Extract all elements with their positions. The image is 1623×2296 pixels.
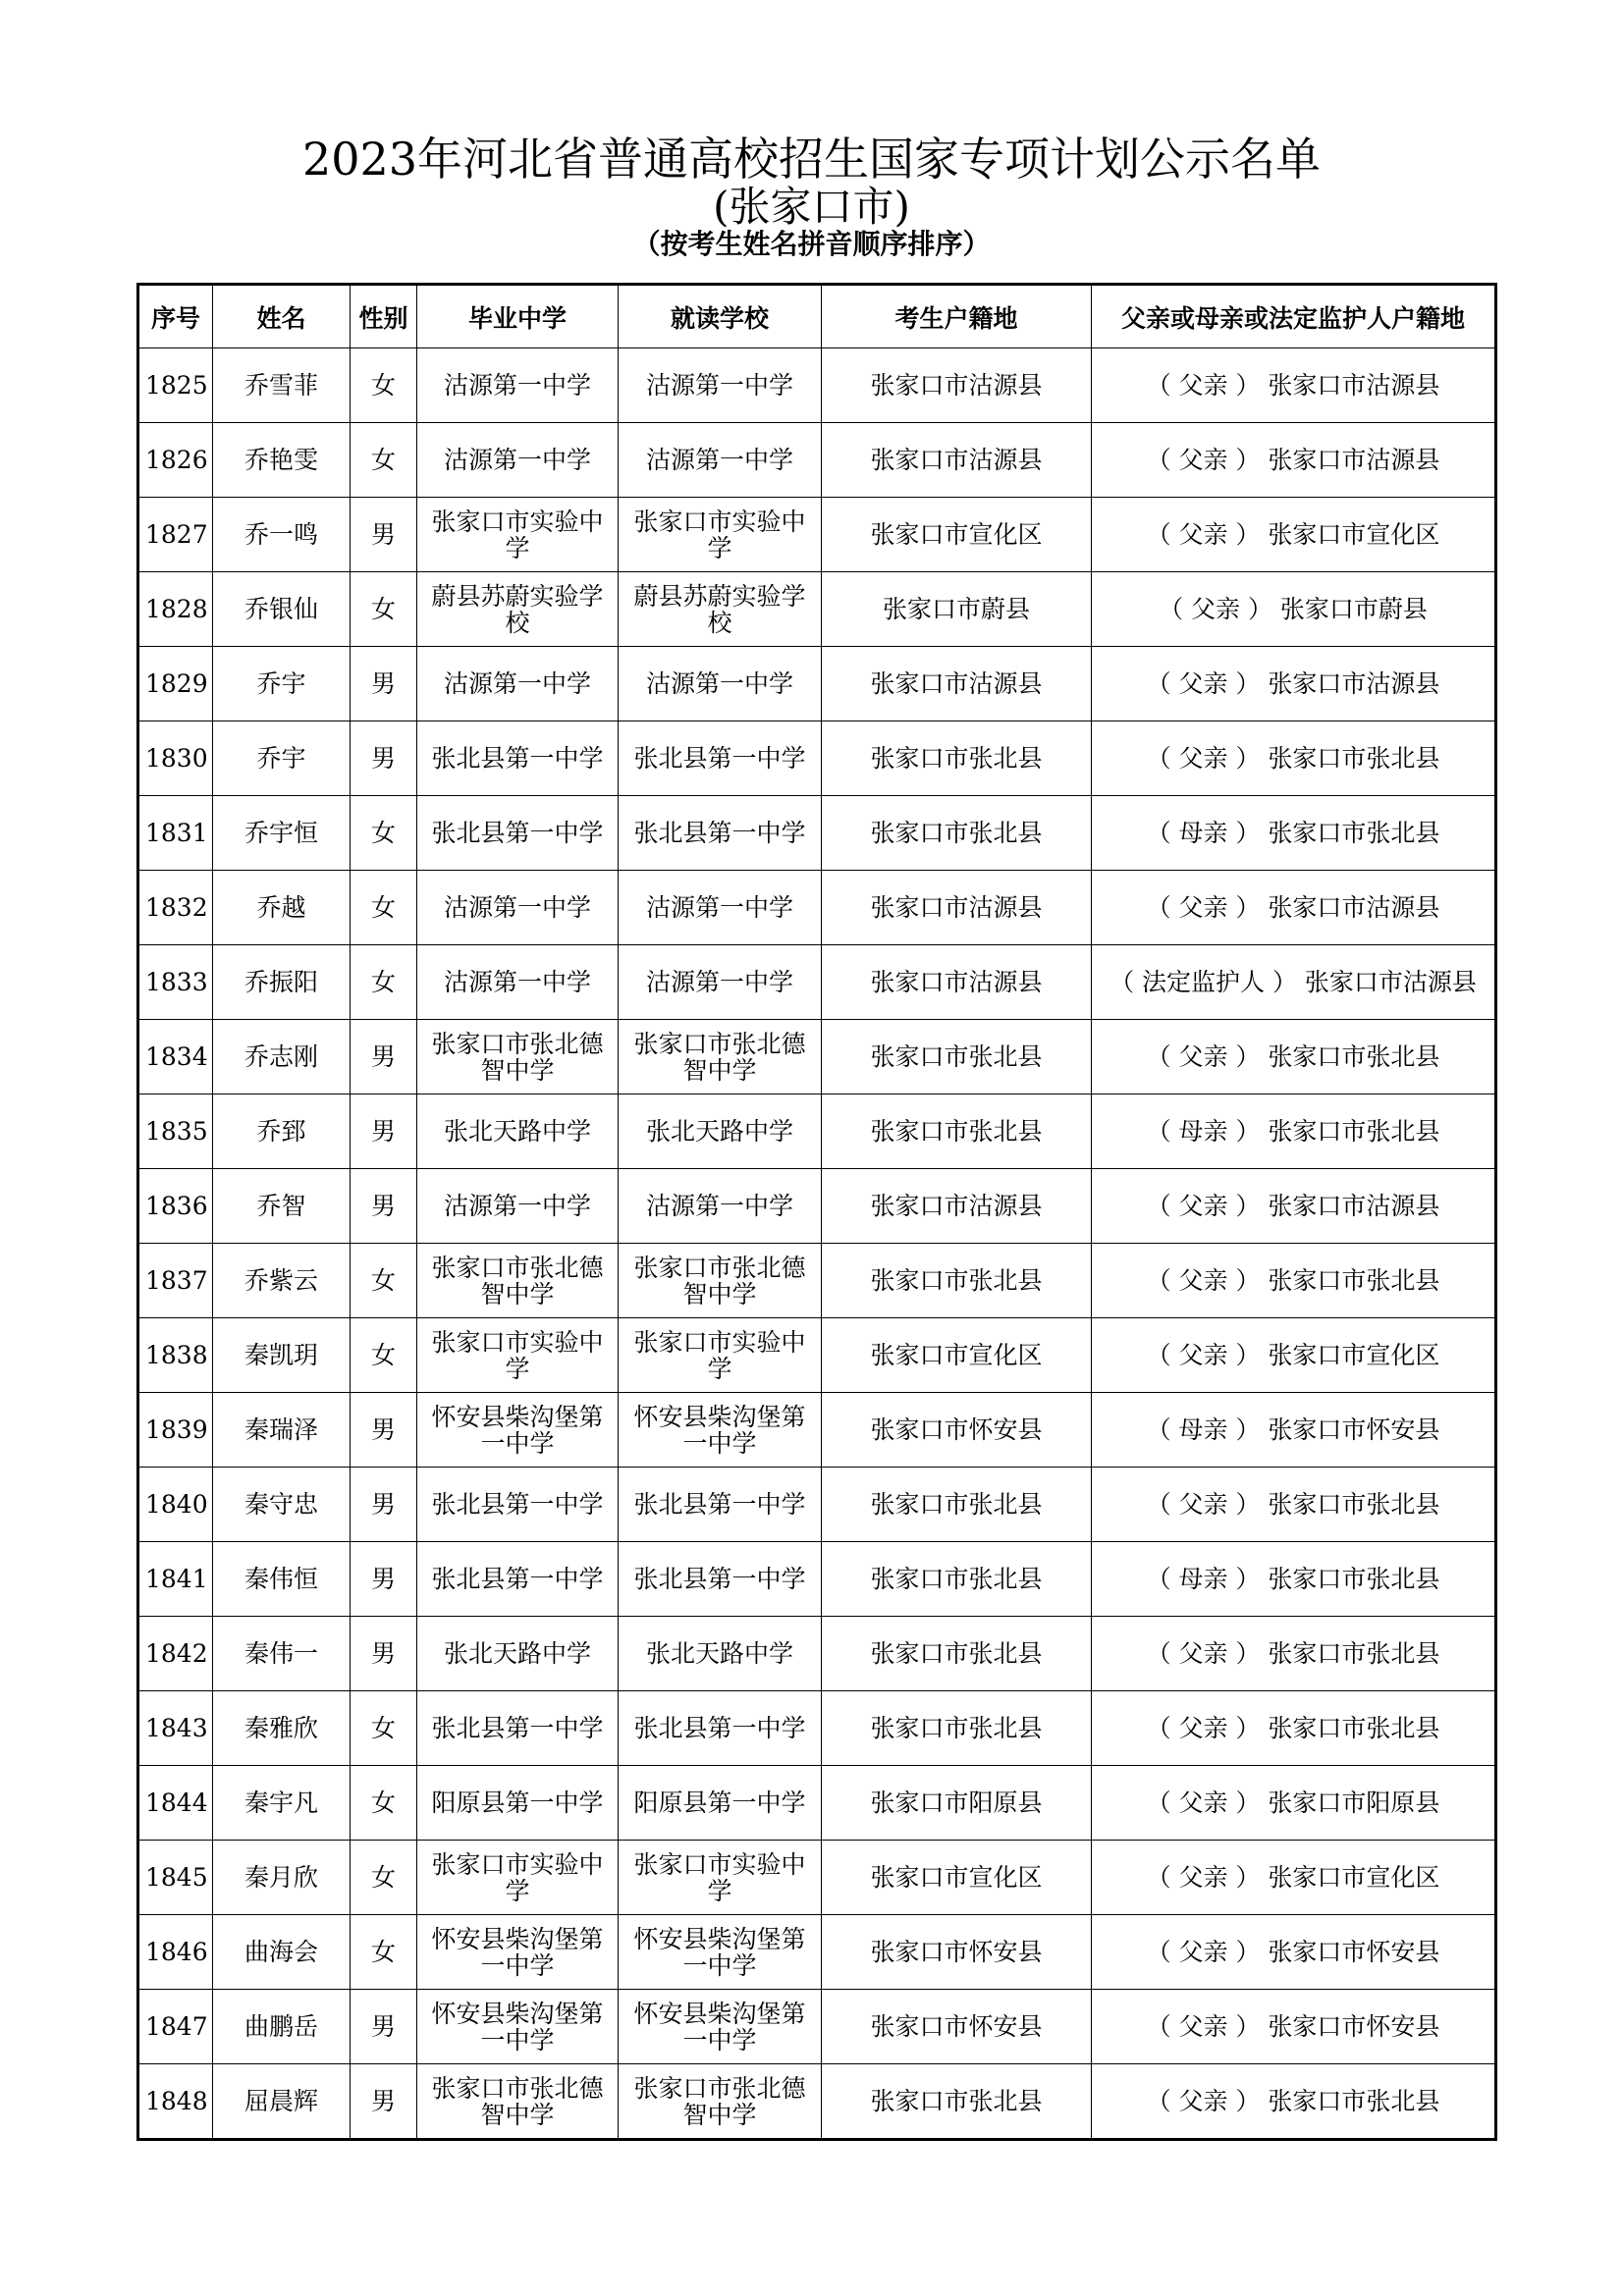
table-header-row xyxy=(138,285,1496,348)
cell-graduated-school: 张北县第一中学 xyxy=(417,796,619,871)
cell-graduated-school: 沽源第一中学 xyxy=(417,871,619,945)
cell-household-registration: 张家口市蔚县 xyxy=(822,572,1092,647)
cell-household-registration: 张家口市张北县 xyxy=(822,1095,1092,1169)
table-row xyxy=(138,871,1496,945)
cell-name: 秦瑞泽 xyxy=(213,1393,351,1468)
cell-name: 秦伟恒 xyxy=(213,1542,351,1617)
cell-index: 1840 xyxy=(138,1468,213,1542)
table-row xyxy=(138,1318,1496,1393)
cell-gender: 男 xyxy=(351,1617,417,1691)
cell-gender: 女 xyxy=(351,572,417,647)
cell-index: 1841 xyxy=(138,1542,213,1617)
cell-gender: 男 xyxy=(351,1542,417,1617)
cell-gender: 男 xyxy=(351,647,417,721)
cell-gender: 女 xyxy=(351,945,417,1020)
cell-household-registration: 张家口市沽源县 xyxy=(822,348,1092,423)
cell-index: 1838 xyxy=(138,1318,213,1393)
cell-name: 秦宇凡 xyxy=(213,1766,351,1841)
cell-graduated-school: 张北县第一中学 xyxy=(417,1691,619,1766)
cell-guardian-registration: （ 父亲 ） 张家口市张北县 xyxy=(1092,1617,1496,1691)
cell-graduated-school: 张北县第一中学 xyxy=(417,1542,619,1617)
cell-index: 1832 xyxy=(138,871,213,945)
cell-guardian-registration: （ 法定监护人 ） 张家口市沽源县 xyxy=(1092,945,1496,1020)
cell-index: 1835 xyxy=(138,1095,213,1169)
cell-gender: 女 xyxy=(351,1766,417,1841)
cell-gender: 男 xyxy=(351,1990,417,2064)
cell-current-school: 张北县第一中学 xyxy=(619,721,822,796)
cell-gender: 女 xyxy=(351,423,417,498)
table-row xyxy=(138,1393,1496,1468)
cell-current-school: 沽源第一中学 xyxy=(619,945,822,1020)
cell-gender: 男 xyxy=(351,1468,417,1542)
cell-gender: 女 xyxy=(351,348,417,423)
cell-index: 1842 xyxy=(138,1617,213,1691)
cell-household-registration: 张家口市沽源县 xyxy=(822,1169,1092,1244)
column-header-household-registration: 考生户籍地 xyxy=(822,285,1092,348)
cell-current-school: 怀安县柴沟堡第一中学 xyxy=(619,1990,822,2064)
cell-household-registration: 张家口市张北县 xyxy=(822,1691,1092,1766)
cell-gender: 男 xyxy=(351,498,417,572)
cell-graduated-school: 张家口市实验中学 xyxy=(417,498,619,572)
table-row xyxy=(138,1244,1496,1318)
cell-current-school: 沽源第一中学 xyxy=(619,871,822,945)
cell-guardian-registration: （ 父亲 ） 张家口市蔚县 xyxy=(1092,572,1496,647)
cell-current-school: 沽源第一中学 xyxy=(619,348,822,423)
cell-graduated-school: 怀安县柴沟堡第一中学 xyxy=(417,1990,619,2064)
cell-name: 乔宇 xyxy=(213,647,351,721)
cell-gender: 男 xyxy=(351,1169,417,1244)
cell-household-registration: 张家口市宣化区 xyxy=(822,1841,1092,1915)
cell-guardian-registration: （ 父亲 ） 张家口市张北县 xyxy=(1092,1020,1496,1095)
table-row xyxy=(138,498,1496,572)
cell-household-registration: 张家口市沽源县 xyxy=(822,871,1092,945)
cell-current-school: 张家口市张北德智中学 xyxy=(619,1020,822,1095)
column-header-name: 姓名 xyxy=(213,285,351,348)
cell-name: 乔艳雯 xyxy=(213,423,351,498)
cell-guardian-registration: （ 父亲 ） 张家口市张北县 xyxy=(1092,1244,1496,1318)
cell-guardian-registration: （ 父亲 ） 张家口市张北县 xyxy=(1092,1691,1496,1766)
cell-graduated-school: 沽源第一中学 xyxy=(417,423,619,498)
table-row xyxy=(138,1020,1496,1095)
cell-guardian-registration: （ 父亲 ） 张家口市沽源县 xyxy=(1092,348,1496,423)
cell-graduated-school: 沽源第一中学 xyxy=(417,945,619,1020)
cell-gender: 女 xyxy=(351,796,417,871)
cell-gender: 男 xyxy=(351,1020,417,1095)
cell-graduated-school: 张家口市实验中学 xyxy=(417,1841,619,1915)
roster-table xyxy=(136,283,1497,2141)
cell-guardian-registration: （ 父亲 ） 张家口市张北县 xyxy=(1092,721,1496,796)
cell-graduated-school: 张北天路中学 xyxy=(417,1617,619,1691)
cell-current-school: 张家口市实验中学 xyxy=(619,498,822,572)
cell-household-registration: 张家口市怀安县 xyxy=(822,1990,1092,2064)
cell-graduated-school: 阳原县第一中学 xyxy=(417,1766,619,1841)
cell-household-registration: 张家口市张北县 xyxy=(822,1020,1092,1095)
cell-household-registration: 张家口市沽源县 xyxy=(822,647,1092,721)
cell-gender: 女 xyxy=(351,871,417,945)
table-row xyxy=(138,1990,1496,2064)
cell-graduated-school: 张北县第一中学 xyxy=(417,1468,619,1542)
cell-index: 1836 xyxy=(138,1169,213,1244)
table-row xyxy=(138,1617,1496,1691)
cell-current-school: 张北县第一中学 xyxy=(619,1542,822,1617)
cell-current-school: 张北天路中学 xyxy=(619,1617,822,1691)
cell-index: 1825 xyxy=(138,348,213,423)
cell-household-registration: 张家口市张北县 xyxy=(822,1468,1092,1542)
column-header-graduated-school: 毕业中学 xyxy=(417,285,619,348)
cell-graduated-school: 张家口市张北德智中学 xyxy=(417,1244,619,1318)
cell-household-registration: 张家口市张北县 xyxy=(822,2064,1092,2140)
cell-name: 秦伟一 xyxy=(213,1617,351,1691)
cell-gender: 女 xyxy=(351,1691,417,1766)
cell-gender: 男 xyxy=(351,721,417,796)
cell-gender: 女 xyxy=(351,1318,417,1393)
cell-current-school: 张家口市实验中学 xyxy=(619,1318,822,1393)
cell-name: 乔宇恒 xyxy=(213,796,351,871)
cell-guardian-registration: （ 父亲 ） 张家口市宣化区 xyxy=(1092,1318,1496,1393)
cell-graduated-school: 张北县第一中学 xyxy=(417,721,619,796)
cell-graduated-school: 张家口市张北德智中学 xyxy=(417,1020,619,1095)
cell-name: 乔郅 xyxy=(213,1095,351,1169)
cell-current-school: 蔚县苏蔚实验学校 xyxy=(619,572,822,647)
cell-guardian-registration: （ 母亲 ） 张家口市怀安县 xyxy=(1092,1393,1496,1468)
cell-current-school: 张家口市张北德智中学 xyxy=(619,1244,822,1318)
cell-gender: 女 xyxy=(351,1244,417,1318)
cell-household-registration: 张家口市怀安县 xyxy=(822,1393,1092,1468)
cell-index: 1846 xyxy=(138,1915,213,1990)
table-row xyxy=(138,1095,1496,1169)
cell-gender: 男 xyxy=(351,1393,417,1468)
cell-graduated-school: 沽源第一中学 xyxy=(417,1169,619,1244)
cell-guardian-registration: （ 父亲 ） 张家口市沽源县 xyxy=(1092,871,1496,945)
page-title: 2023年河北省普通高校招生国家专项计划公示名单 xyxy=(301,133,1322,186)
cell-gender: 男 xyxy=(351,2064,417,2140)
cell-guardian-registration: （ 父亲 ） 张家口市张北县 xyxy=(1092,1468,1496,1542)
table-row xyxy=(138,2064,1496,2140)
cell-name: 秦月欣 xyxy=(213,1841,351,1915)
table-row xyxy=(138,1468,1496,1542)
cell-current-school: 张北县第一中学 xyxy=(619,1468,822,1542)
cell-guardian-registration: （ 父亲 ） 张家口市沽源县 xyxy=(1092,423,1496,498)
table-row xyxy=(138,1841,1496,1915)
cell-index: 1845 xyxy=(138,1841,213,1915)
cell-name: 秦凯玥 xyxy=(213,1318,351,1393)
cell-household-registration: 张家口市阳原县 xyxy=(822,1766,1092,1841)
cell-current-school: 张家口市张北德智中学 xyxy=(619,2064,822,2140)
table-row xyxy=(138,348,1496,423)
cell-index: 1847 xyxy=(138,1990,213,2064)
cell-name: 乔宇 xyxy=(213,721,351,796)
cell-name: 秦守忠 xyxy=(213,1468,351,1542)
table-row xyxy=(138,423,1496,498)
cell-graduated-school: 张家口市实验中学 xyxy=(417,1318,619,1393)
cell-current-school: 阳原县第一中学 xyxy=(619,1766,822,1841)
cell-household-registration: 张家口市宣化区 xyxy=(822,1318,1092,1393)
cell-graduated-school: 张北天路中学 xyxy=(417,1095,619,1169)
table-row xyxy=(138,796,1496,871)
cell-guardian-registration: （ 母亲 ） 张家口市张北县 xyxy=(1092,1095,1496,1169)
table-row xyxy=(138,1542,1496,1617)
cell-index: 1826 xyxy=(138,423,213,498)
cell-household-registration: 张家口市张北县 xyxy=(822,796,1092,871)
cell-household-registration: 张家口市张北县 xyxy=(822,1617,1092,1691)
cell-guardian-registration: （ 母亲 ） 张家口市张北县 xyxy=(1092,796,1496,871)
cell-index: 1831 xyxy=(138,796,213,871)
cell-current-school: 沽源第一中学 xyxy=(619,647,822,721)
cell-household-registration: 张家口市张北县 xyxy=(822,721,1092,796)
cell-guardian-registration: （ 父亲 ） 张家口市沽源县 xyxy=(1092,1169,1496,1244)
cell-name: 屈晨辉 xyxy=(213,2064,351,2140)
table-row xyxy=(138,647,1496,721)
cell-index: 1848 xyxy=(138,2064,213,2140)
table-row xyxy=(138,721,1496,796)
cell-index: 1833 xyxy=(138,945,213,1020)
cell-guardian-registration: （ 母亲 ） 张家口市张北县 xyxy=(1092,1542,1496,1617)
cell-current-school: 张北天路中学 xyxy=(619,1095,822,1169)
cell-index: 1830 xyxy=(138,721,213,796)
cell-household-registration: 张家口市张北县 xyxy=(822,1542,1092,1617)
table-row xyxy=(138,1169,1496,1244)
cell-guardian-registration: （ 父亲 ） 张家口市宣化区 xyxy=(1092,498,1496,572)
cell-name: 曲鹏岳 xyxy=(213,1990,351,2064)
table-row xyxy=(138,1915,1496,1990)
cell-name: 乔雪菲 xyxy=(213,348,351,423)
column-header-gender: 性别 xyxy=(351,285,417,348)
cell-household-registration: 张家口市张北县 xyxy=(822,1244,1092,1318)
cell-name: 乔一鸣 xyxy=(213,498,351,572)
cell-household-registration: 张家口市怀安县 xyxy=(822,1915,1092,1990)
cell-graduated-school: 蔚县苏蔚实验学校 xyxy=(417,572,619,647)
table-row xyxy=(138,945,1496,1020)
cell-index: 1839 xyxy=(138,1393,213,1468)
table-row xyxy=(138,1766,1496,1841)
cell-guardian-registration: （ 父亲 ） 张家口市阳原县 xyxy=(1092,1766,1496,1841)
cell-index: 1844 xyxy=(138,1766,213,1841)
cell-current-school: 怀安县柴沟堡第一中学 xyxy=(619,1915,822,1990)
cell-name: 乔振阳 xyxy=(213,945,351,1020)
cell-name: 秦雅欣 xyxy=(213,1691,351,1766)
cell-current-school: 张家口市实验中学 xyxy=(619,1841,822,1915)
cell-index: 1843 xyxy=(138,1691,213,1766)
cell-household-registration: 张家口市沽源县 xyxy=(822,945,1092,1020)
cell-guardian-registration: （ 父亲 ） 张家口市怀安县 xyxy=(1092,1915,1496,1990)
cell-name: 乔紫云 xyxy=(213,1244,351,1318)
page-subtitle: (张家口市) xyxy=(713,183,910,231)
cell-index: 1837 xyxy=(138,1244,213,1318)
cell-household-registration: 张家口市沽源县 xyxy=(822,423,1092,498)
cell-current-school: 怀安县柴沟堡第一中学 xyxy=(619,1393,822,1468)
cell-name: 乔越 xyxy=(213,871,351,945)
cell-name: 乔志刚 xyxy=(213,1020,351,1095)
cell-gender: 女 xyxy=(351,1841,417,1915)
cell-index: 1827 xyxy=(138,498,213,572)
cell-name: 曲海会 xyxy=(213,1915,351,1990)
table-row xyxy=(138,1691,1496,1766)
column-header-guardian-registration: 父亲或母亲或法定监护人户籍地 xyxy=(1092,285,1496,348)
cell-index: 1828 xyxy=(138,572,213,647)
cell-guardian-registration: （ 父亲 ） 张家口市怀安县 xyxy=(1092,1990,1496,2064)
cell-current-school: 张北县第一中学 xyxy=(619,796,822,871)
cell-current-school: 张北县第一中学 xyxy=(619,1691,822,1766)
cell-name: 乔银仙 xyxy=(213,572,351,647)
cell-graduated-school: 怀安县柴沟堡第一中学 xyxy=(417,1915,619,1990)
cell-guardian-registration: （ 父亲 ） 张家口市沽源县 xyxy=(1092,647,1496,721)
cell-index: 1829 xyxy=(138,647,213,721)
cell-gender: 男 xyxy=(351,1095,417,1169)
cell-index: 1834 xyxy=(138,1020,213,1095)
cell-current-school: 沽源第一中学 xyxy=(619,1169,822,1244)
cell-guardian-registration: （ 父亲 ） 张家口市宣化区 xyxy=(1092,1841,1496,1915)
cell-graduated-school: 张家口市张北德智中学 xyxy=(417,2064,619,2140)
cell-guardian-registration: （ 父亲 ） 张家口市张北县 xyxy=(1092,2064,1496,2140)
column-header-index: 序号 xyxy=(138,285,213,348)
cell-current-school: 沽源第一中学 xyxy=(619,423,822,498)
cell-graduated-school: 沽源第一中学 xyxy=(417,647,619,721)
column-header-current-school: 就读学校 xyxy=(619,285,822,348)
cell-name: 乔智 xyxy=(213,1169,351,1244)
table-row xyxy=(138,572,1496,647)
cell-household-registration: 张家口市宣化区 xyxy=(822,498,1092,572)
cell-graduated-school: 沽源第一中学 xyxy=(417,348,619,423)
sort-note: （按考生姓名拼音顺序排序） xyxy=(632,228,991,260)
cell-graduated-school: 怀安县柴沟堡第一中学 xyxy=(417,1393,619,1468)
cell-gender: 女 xyxy=(351,1915,417,1990)
